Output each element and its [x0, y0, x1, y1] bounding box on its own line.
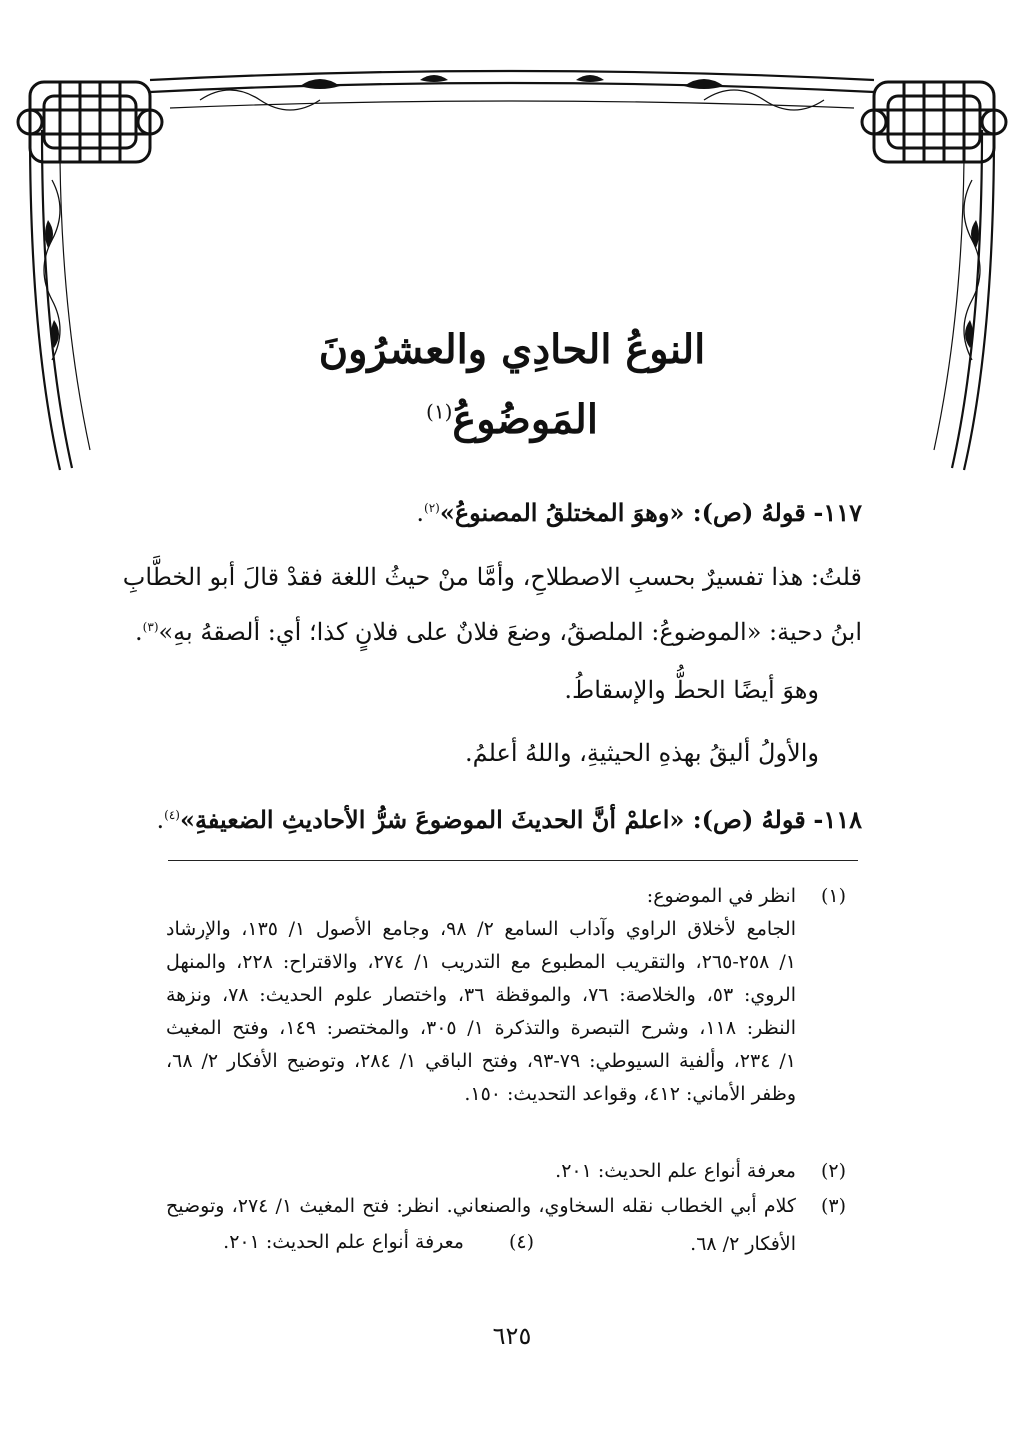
footnote-line: ١/ ٢٣٤، وألفية السيوطي: ٧٩-٩٣، وفتح الباقي ١/ ٢٨٤، وتوضيح الأفكار ٢/ ٦٨،: [166, 1050, 796, 1072]
footnote-line: الأفكار ٢/ ٦٨.: [690, 1233, 796, 1255]
entry-quote: قولهُ (ص): «وهوَ المختلقُ المصنوعُ»: [439, 498, 806, 527]
footnote-line: وظفر الأماني: ٤١٢، وقواعد التحديث: ١٥٠.: [464, 1083, 796, 1105]
footnote-number: (٤): [508, 1231, 534, 1253]
paragraph-line: [119, 733, 819, 773]
footnote-line: كلام أبي الخطاب نقله السخاوي، والصنعاني. انظر: فتح المغيث ١/ ٢٧٤، وتوضيح: [166, 1195, 796, 1217]
entry-quote: قولهُ (ص): «اعلمْ أنَّ الحديثَ الموضوعَ شرُّ الأحاديثِ الضعيفةِ»: [179, 805, 806, 834]
right-knot-ornament: [862, 82, 1006, 162]
chapter-subtitle: [0, 392, 1024, 448]
chapter-subtitle-text: المَوضُوعُ: [452, 396, 598, 443]
footnote-number: (١): [820, 885, 846, 907]
left-knot-ornament: [18, 82, 162, 162]
footnote-marker: (٢): [424, 501, 440, 515]
footnote-number: (٣): [820, 1195, 846, 1217]
entry-117-heading: [162, 493, 862, 533]
entry-number: ١١٧-: [813, 498, 862, 527]
footnote-line: معرفة أنواع علم الحديث: ٢٠١.: [223, 1231, 464, 1253]
footnote-marker: (١): [426, 399, 453, 424]
entry-end-punct: .: [416, 499, 424, 527]
paragraph-text: والأولُ أليقُ بهذهِ الحيثيةِ، واللهُ أعلمُ.: [465, 739, 819, 767]
entry-number: ١١٨-: [813, 805, 862, 834]
footnote-line: النظر: ١١٨، وشرح التبصرة والتذكرة ١/ ٣٠٥، والمختصر: ١٤٩، وفتح المغيث: [166, 1017, 796, 1039]
chapter-title-text: النوعُ الحادِي والعشرُونَ: [318, 326, 706, 373]
paragraph-text: قلتُ: هذا تفسيرٌ بحسبِ الاصطلاحِ، وأمَّا منْ حيثُ اللغة فقدْ قالَ أبو الخطَّابِ: [122, 563, 862, 591]
page-number: ٦٢٥: [492, 1322, 532, 1350]
footnote-line: الجامع لأخلاق الراوي وآداب السامع ٢/ ٩٨، وجامع الأصول ١/ ١٣٥، والإرشاد: [166, 918, 797, 940]
paragraph-line: [135, 612, 862, 652]
footnote-marker: (٣): [142, 620, 159, 634]
entry-end-punct: .: [156, 806, 165, 834]
footnote-line: انظر في الموضوع:: [646, 885, 796, 907]
paragraph-end-punct: .: [135, 618, 143, 646]
footnote-number: (٢): [820, 1160, 846, 1182]
paragraph-text: ابنُ دحية: «الموضوعُ: الملصقُ، وضعَ فلانٌ على فلانٍ كذا؛ أي: ألصقهُ بهِ»: [158, 618, 862, 646]
paragraph-text: وهوَ أيضًا الحطُّ والإسقاطُ.: [564, 676, 819, 704]
paragraph-line: [122, 557, 862, 597]
footnote-line: معرفة أنواع علم الحديث: ٢٠١.: [555, 1160, 796, 1182]
footnote-line: الروي: ٥٣، والخلاصة: ٧٦، والموقظة ٣٦، واختصار علوم الحديث: ٧٨، ونزهة: [166, 984, 796, 1006]
entry-118-heading: [156, 800, 862, 840]
footnote-marker: (٤): [164, 808, 180, 822]
footnote-line: ١/ ٢٥٨-٢٦٥، والتقريب المطبوع مع التدريب ١/ ٢٧٤، والاقتراح: ٢٢٨، والمنهل: [166, 951, 796, 973]
chapter-title: [0, 322, 1024, 378]
paragraph-line: [119, 670, 819, 710]
footnote-separator: [168, 860, 858, 861]
